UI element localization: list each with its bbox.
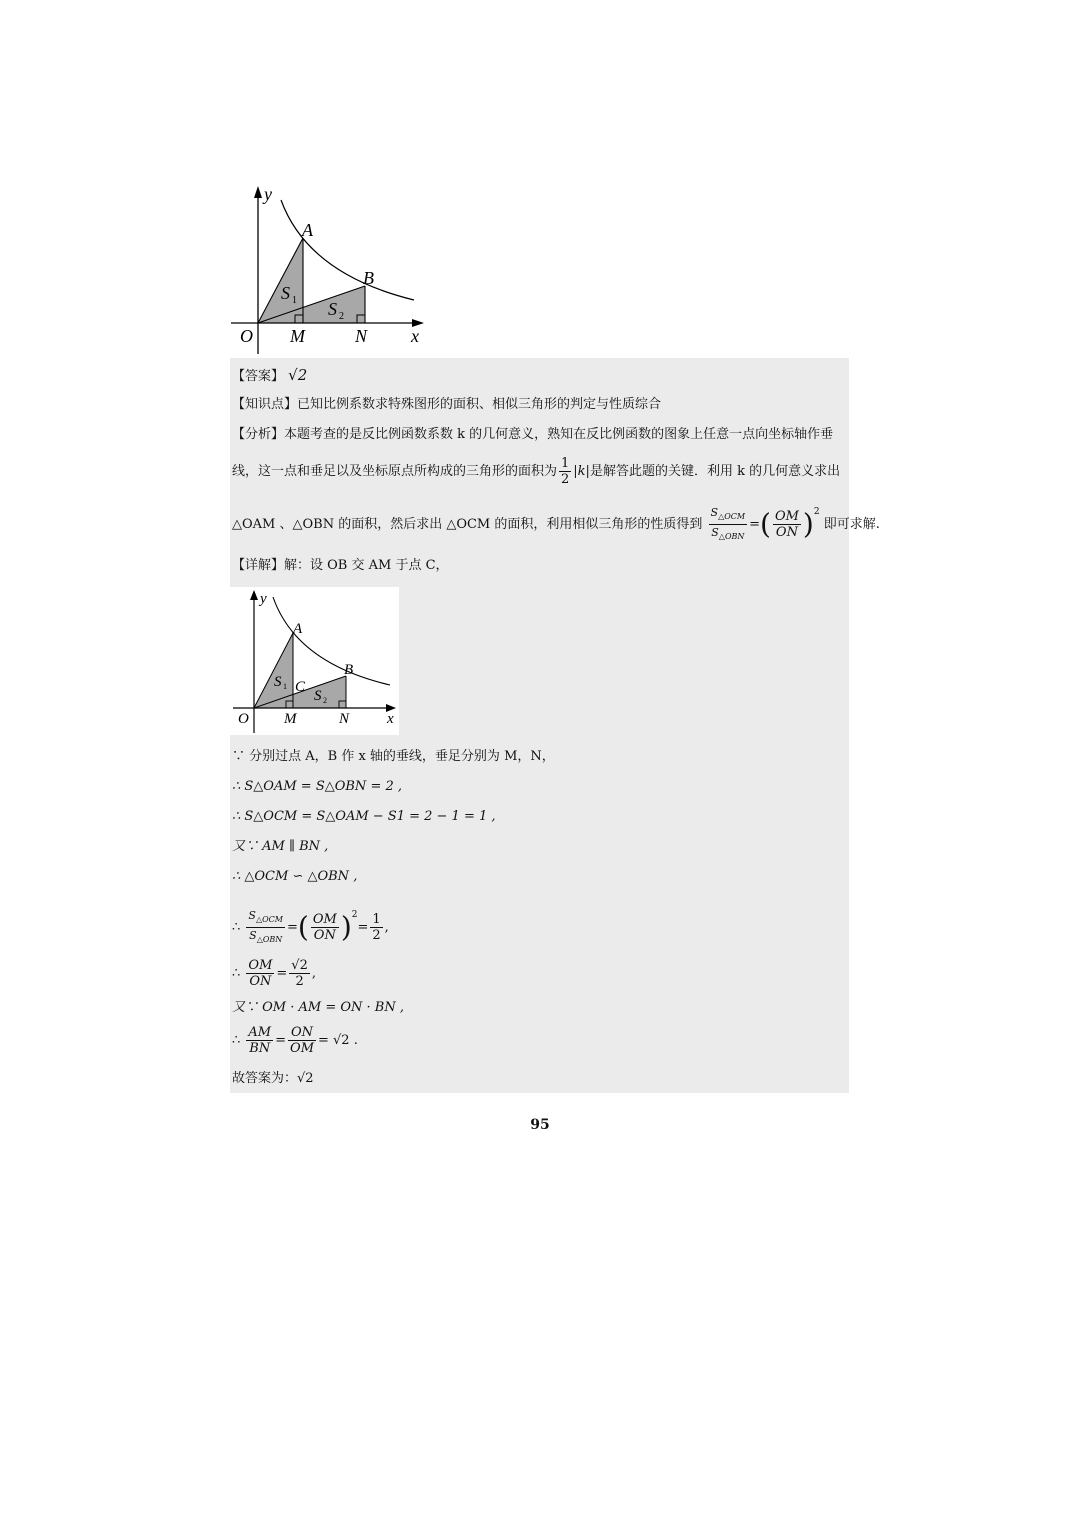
label-x: x	[387, 711, 394, 727]
label-s1-sub: 1	[292, 295, 297, 306]
analysis-text-3a: △OAM 、△OBN 的面积，然后求出 △OCM 的面积，利用相似三角形的性质得到	[232, 517, 703, 532]
answer-value: √2	[288, 366, 308, 384]
final-answer: 故答案为：√2	[232, 1071, 314, 1086]
answer-tag: 【答案】	[232, 369, 285, 384]
analysis-text-1: 本题考查的是反比例函数系数 k 的几何意义，熟知在反比例函数的图象上任意一点向坐标轴作垂	[284, 427, 834, 442]
step-1: ∵ 分别过点 A，B 作 x 轴的垂线，垂足分别为 M，N，	[232, 749, 555, 764]
step-7: ∴ $\frac{OM}{ON}$ = $\frac{√2}{2}$ ,	[232, 958, 316, 989]
analysis-line-3: △OAM 、△OBN 的面积，然后求出 △OCM 的面积，利用相似三角形的性质得到 $\frac{S_{\triangle OCM}}{S_{\triangle OBN}}$ =( $\frac{OM}{ON}$ )$^2$ 即可求解.	[232, 503, 880, 544]
analysis-text-2b: 是解答此题的关键．利用 k 的几何意义求出	[589, 464, 841, 479]
label-s2: S	[328, 299, 337, 319]
label-n: N	[355, 326, 368, 346]
fraction-area-ratio: $\frac{S_{\triangle OCM}}{S_{\triangle OBN}}$	[710, 506, 746, 541]
label-a: A	[302, 220, 313, 240]
label-s1-sub: 1	[283, 682, 287, 691]
step-8: 又∵ OM · AM = ON · BN ,	[232, 1000, 404, 1015]
label-m: M	[290, 326, 305, 346]
label-m: M	[284, 711, 297, 727]
detail-text: 解：设 OB 交 AM 于点 C，	[284, 558, 449, 573]
knowledge-text: 已知比例系数求特殊图形的面积、相似三角形的判定与性质综合	[297, 397, 662, 412]
label-s2: S	[314, 688, 322, 704]
figure-hyperbola-2	[230, 587, 399, 735]
step-3: ∴ S△OCM = S△OAM − S1 = 2 − 1 = 1 ,	[232, 809, 496, 824]
label-o: O	[238, 711, 249, 727]
step-9: ∴ $\frac{AM}{BN}$ = $\frac{ON}{OM}$ = √2 .	[232, 1025, 358, 1056]
detail-line	[232, 557, 449, 575]
figure-hyperbola-1	[228, 182, 434, 354]
label-s2-sub: 2	[339, 311, 344, 322]
analysis-text-2a: 线，这一点和垂足以及坐标原点所构成的三角形的面积为	[232, 464, 558, 479]
answer-line	[232, 366, 307, 386]
label-s1: S	[274, 674, 282, 690]
label-b: B	[344, 662, 354, 678]
knowledge-tag: 【知识点】	[232, 397, 298, 412]
label-b: B	[363, 268, 374, 288]
analysis-line-2	[232, 456, 840, 487]
y-arrow	[254, 186, 262, 198]
label-s2-sub: 2	[323, 696, 327, 705]
label-a: A	[293, 621, 303, 637]
analysis-text-3b: 即可求解.	[823, 517, 880, 532]
label-y: y	[264, 184, 272, 204]
analysis-line-1	[232, 426, 833, 444]
label-s1: S	[281, 283, 290, 303]
analysis-tag: 【分析】	[232, 427, 285, 442]
label-x: x	[411, 326, 419, 346]
fraction-om-on: $\frac{OM}{ON}$	[774, 509, 799, 540]
knowledge-line	[232, 396, 661, 414]
fraction-half: $\frac{1}{2}$	[561, 456, 570, 487]
label-c: C	[295, 679, 306, 695]
label-n: N	[339, 711, 350, 727]
label-y: y	[260, 591, 267, 607]
step-6: ∴ $\frac{S_{\triangle OCM}}{S_{\triangle OBN}}$ =( $\frac{OM}{ON}$ )$^2$= $\frac{1}{2}$ ,	[232, 906, 389, 947]
detail-tag: 【详解】	[232, 558, 285, 573]
label-o: O	[240, 326, 253, 346]
step-2: ∴ S△OAM = S△OBN = 2 ,	[232, 779, 403, 794]
fraction-area-ratio-2: $\frac{S_{\triangle OCM}}{S_{\triangle OBN}}$	[248, 909, 283, 944]
step-4: 又∵ AM ∥ BN ,	[232, 839, 329, 854]
step-5: ∴ △OCM ∽ △OBN ,	[232, 869, 358, 884]
abs-k: |k|	[573, 464, 590, 479]
page-number: 95	[530, 1117, 550, 1133]
